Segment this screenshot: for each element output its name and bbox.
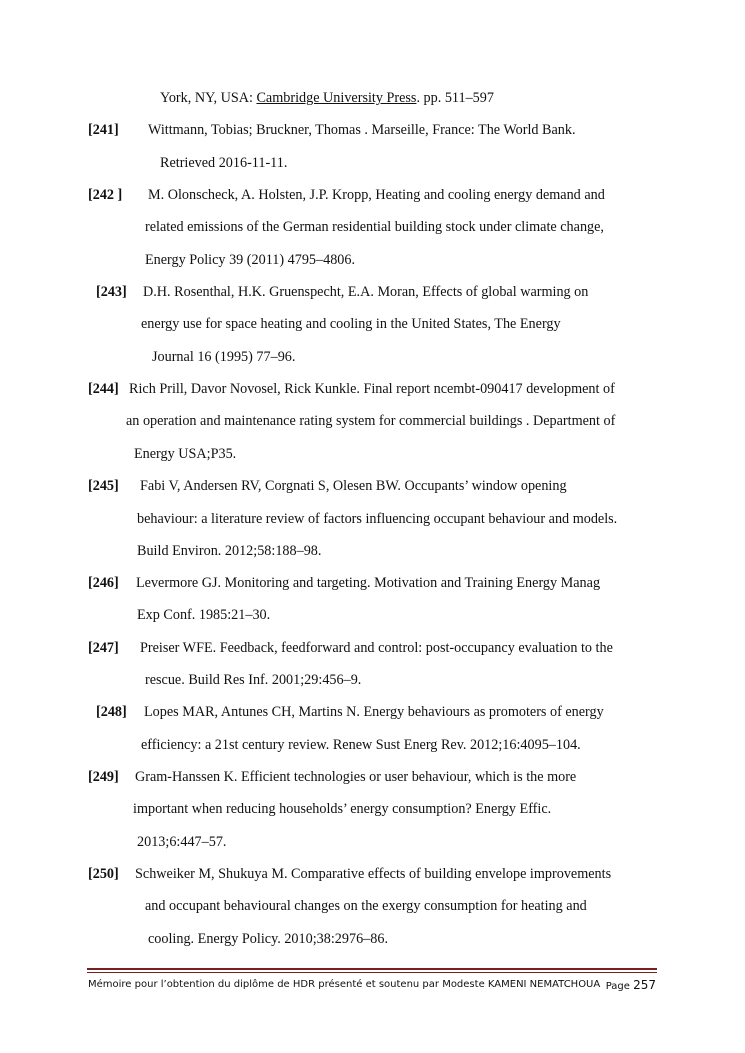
footer-text: Mémoire pour l’obtention du diplôme de HDR présenté et soutenu par Modeste KAMENI NEMATCHOUA (88, 979, 601, 990)
ref-242-line-3: Energy Policy 39 (2011) 4795–4806. (145, 252, 356, 268)
ref-244-line-2: an operation and maintenance rating system for commercial buildings . Department of (126, 413, 616, 429)
ref-243-line-2: energy use for space heating and cooling in the United States, The Energy (141, 316, 561, 332)
ref-242-line-2: related emissions of the German residential building stock under climate change, (145, 219, 604, 235)
ref-242-line-1: M. Olonscheck, A. Holsten, J.P. Kropp, Heating and cooling energy demand and (148, 187, 605, 203)
ref-number-249: [249] (88, 769, 119, 785)
ref-245-line-1: Fabi V, Andersen RV, Corgnati S, Olesen BW. Occupants’ window opening (140, 478, 567, 494)
cambridge-press-link[interactable]: Cambridge University Press (256, 90, 417, 106)
ref-248-line-1: Lopes MAR, Antunes CH, Martins N. Energy behaviours as promoters of energy (144, 704, 604, 720)
ref-number-246: [246] (88, 575, 119, 591)
ref-249-line-1: Gram-Hanssen K. Efficient technologies or user behaviour, which is the more (135, 769, 577, 785)
ref-241-line-2: Retrieved 2016-11-11. (160, 155, 288, 171)
ref-247-line-2: rescue. Build Res Inf. 2001;29:456–9. (145, 672, 362, 688)
ref-245-line-3: Build Environ. 2012;58:188–98. (137, 543, 322, 559)
ref-246-line-1: Levermore GJ. Monitoring and targeting. Motivation and Training Energy Manag (136, 575, 601, 591)
ref-250-line-2: and occupant behavioural changes on the exergy consumption for heating and (145, 898, 587, 914)
ref-250-line-1: Schweiker M, Shukuya M. Comparative effects of building envelope improvements (135, 866, 612, 882)
ref-249-line-2: important when reducing households’ energy consumption? Energy Effic. (133, 801, 552, 817)
ref-241-line-1: Wittmann, Tobias; Bruckner, Thomas . Marseille, France: The World Bank. (148, 122, 576, 138)
page-label: Page (605, 981, 630, 992)
ref-246-line-2: Exp Conf. 1985:21–30. (137, 607, 271, 623)
ref-number-245: [245] (88, 478, 119, 494)
footer-rule-thin (87, 972, 657, 973)
ref-243-line-3: Journal 16 (1995) 77–96. (152, 349, 296, 365)
ref-249-line-3: 2013;6:447–57. (137, 834, 227, 850)
page-number: 257 (633, 978, 656, 992)
ref-244-line-1: Rich Prill, Davor Novosel, Rick Kunkle. Final report ncembt-090417 development of (129, 381, 615, 397)
ref-number-244: [244] (88, 381, 119, 397)
ref-247-line-1: Preiser WFE. Feedback, feedforward and control: post-occupancy evaluation to the (140, 640, 613, 656)
ref-245-line-2: behaviour: a literature review of factors influencing occupant behaviour and models. (137, 511, 618, 527)
ref-248-line-2: efficiency: a 21st century review. Renew Sust Energ Rev. 2012;16:4095–104. (141, 737, 581, 753)
page-footer (88, 977, 656, 993)
page-indicator (606, 977, 656, 995)
footer-rule-thick (87, 968, 657, 970)
ref-number-243: [243] (96, 284, 127, 300)
ref-240-line-1: York, NY, USA: Cambridge University Press. pp. 511–597 (160, 90, 494, 106)
ref-number-248: [248] (96, 704, 127, 720)
ref-number-241: [241] (88, 122, 119, 138)
ref-250-line-3: cooling. Energy Policy. 2010;38:2976–86. (148, 931, 388, 947)
ref-number-242: [242 ] (88, 187, 123, 203)
ref-243-line-1: D.H. Rosenthal, H.K. Gruenspecht, E.A. Moran, Effects of global warming on (143, 284, 589, 300)
ref-244-line-3: Energy USA;P35. (134, 446, 237, 462)
ref-number-247: [247] (88, 640, 119, 656)
ref-number-250: [250] (88, 866, 119, 882)
